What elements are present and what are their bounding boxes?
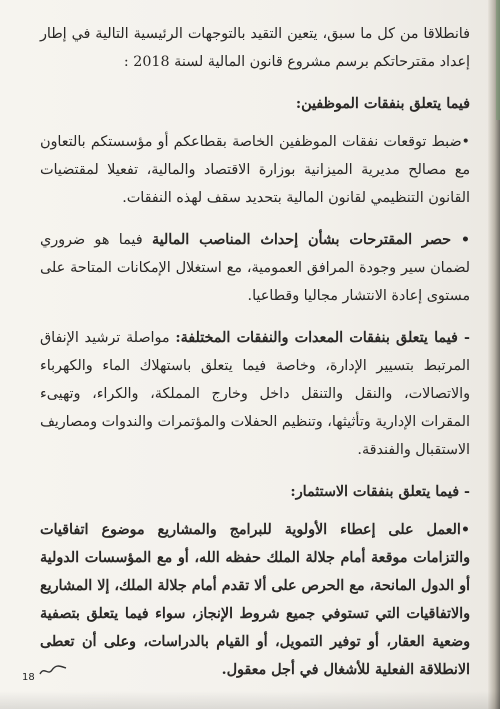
intro-paragraph: فانطلاقا من كل ما سبق، يتعين التقيد بالتوجهات الرئيسية التالية في إطار إعداد مقترحاتكم برسم مشروع قانون المالية لسنة 2018 : [40,26,470,70]
staff-item-2-lead: • حصر المقترحات بشأن إحداث المناصب المالية [151,232,470,248]
document-body [40,20,470,684]
section-heading-equipment: - فيما يتعلق بنفقات المعدات والنفقات المختلفة: [175,330,470,346]
staff-item-2-rest: فيما هو ضروري لضمان سير وجودة المرافق العمومية، مع استغلال الإمكانات المتاحة على مستوى إعادة الانتشار مجاليا وقطاعيا. [40,232,470,304]
equipment-paragraph [40,324,470,464]
staff-item-2 [40,226,470,310]
page-number: 18 [22,672,35,683]
equipment-body: مواصلة ترشيد الإنفاق المرتبط بتسيير الإدارة، وخاصة فيما يتعلق باستهلاك الماء والكهرباء والاتصالات، والنقل والتنقل داخل وخارج المملكة، والكراء، وتهيىء المقرات الإدارية وتأثيثها، وتنظيم الحفلات والمؤتمرات والندوات ومصاريف الاستقبال والفندقة. [40,330,470,458]
section-heading-investment: - فيما يتعلق بنفقات الاستثمار: [290,484,470,500]
page-edge-tint [496,0,500,120]
page-shadow [0,691,500,709]
handwritten-mark [38,664,68,678]
investment-body: •العمل على إعطاء الأولوية للبرامج والمشاريع موضوع اتفاقيات والتزامات موقعة أمام جلالة الملك حفظه الله، أو مع المؤسسات الدولية أو الدول المانحة، مع الحرص على ألا تقدم أمام جلالة الملك، إلا المشاريع والاتفاقيات التي تستوفي جميع شروط الإنجاز، سواء فيما يتعلق بتصفية وضعية العقار، أو توفير التمويل، أو القيام بالدراسات، وعلى أن تعطى الانطلاقة الفعلية للأشغال في أجل معقول. [40,522,470,678]
staff-item-1: •ضبط توقعات نفقات الموظفين الخاصة بقطاعكم أو مؤسستكم بالتعاون مع مصالح مديرية الميزانية بوزارة الاقتصاد والمالية، تفعيلا لمقتضيات القانون التنظيمي لقانون المالية بتحديد سقف لهذه النفقات. [40,134,470,206]
section-heading-staff: فيما يتعلق بنفقات الموظفين: [295,96,470,112]
